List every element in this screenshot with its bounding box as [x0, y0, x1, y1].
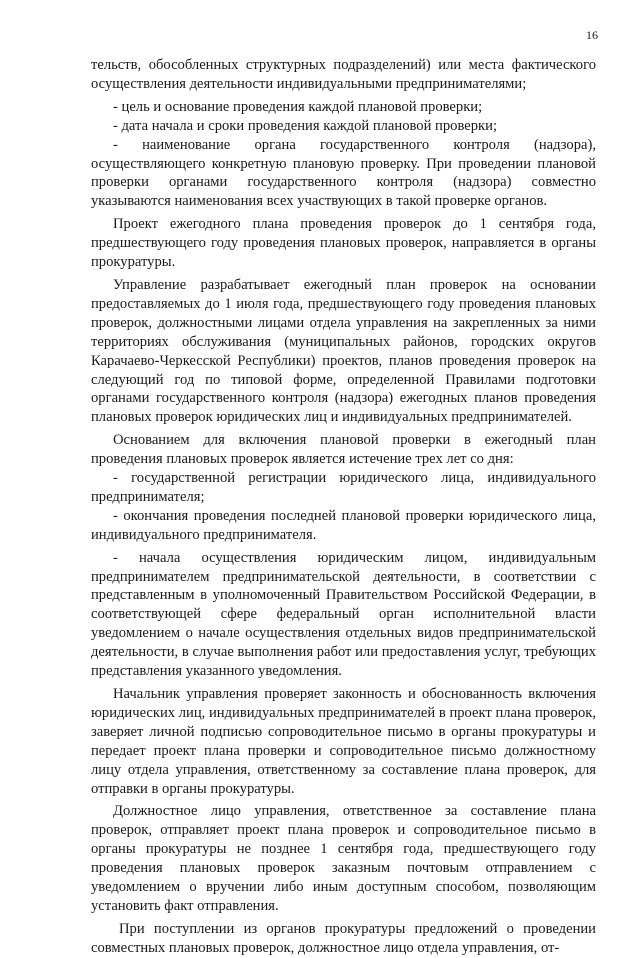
paragraph-annual-plan: Управление разрабатывает ежегодный план проверок на основании предоставляемых до 1 июля года, предшествующего году проведения плановых проверок, должностными лицами отдела управления на закрепленных за ними территориях обслуживания (муниципальных районов, городских округов Карачаево-Черкесской Республики) проектов, планов проведения проверок на следующий год по типовой форме, определенной Правилами подготовки органами государственного контроля (надзора) ежегодных планов проведения плановых проверок юридических лиц и индивидуальных предпринимателей. — [91, 276, 596, 426]
document-body — [91, 56, 596, 958]
list-item-goal: - цель и основание проведения каждой плановой проверки; — [113, 98, 483, 115]
paragraph-draft-plan: Проект ежегодного плана проведения проверок до 1 сентября года, предшествующего году проведения плановых проверок, направляется в органы прокуратуры. — [91, 216, 596, 271]
paragraph-basis: Основанием для включения плановой проверки в ежегодный план проведения плановых проверок является истечение трех лет со дня: — [91, 432, 596, 468]
paragraph-official-dispatch: Должностное лицо управления, ответственное за составление плана проверок, отправляет проект плана проверок и сопроводительное письмо в органы прокуратуры не позднее 1 сентября года, предшествующего году проведения плановых проверок заказным почтовым отправлением с уведомлением о вручении либо иным доступным способом, позволяющим установить факт отправления. — [91, 803, 596, 914]
list-item-authority: - наименование органа государственного контроля (надзора), осуществляющего конкретную плановую проверку. При проведении плановой проверки органами государственного контроля (надзора) совместно указываются наименования всех участвующих в такой проверке органов. — [91, 136, 596, 210]
paragraph-head-verification: Начальник управления проверяет законность и обоснованность включения юридических лиц, индивидуальных предпринимателей в проект плана проверок, заверяет личной подписью сопроводительное письмо в органы прокуратуры и передает проект плана проверки и сопроводительное письмо должностному лицу отдела управления, ответственному за составление плана проверок, для отправки в органы прокуратуры. — [91, 686, 596, 797]
list-item-activity-start: - начала осуществления юридическим лицом, индивидуальным предпринимателем предпринимательской деятельности, в соответствии с представленным в уполномоченный Правительством Российской Федерации, в соответствующей сфере федеральный орган исполнительной власти уведомлением о начале осуществления отдельных видов предпринимательской деятельности, в случае выполнения работ или предоставления услуг, требующих представления указанного уведомления. — [91, 549, 596, 680]
page-number: 16 — [586, 28, 598, 42]
paragraph-joint-checks: При поступлении из органов прокуратуры предложений о проведении совместных плановых проверок, должностное лицо отдела управления, от- — [91, 920, 596, 956]
paragraph-continuation: тельств, обособленных структурных подразделений) или места фактического осуществления деятельности индивидуальными предпринимателями; — [91, 57, 596, 92]
list-item-dates: - дата начала и сроки проведения каждой плановой проверки; — [113, 117, 497, 134]
list-item-last-check: - окончания проведения последней плановой проверки юридического лица, индивидуального предпринимателя. — [91, 507, 596, 543]
list-item-registration: - государственной регистрации юридического лица, индивидуального предпринимателя; — [91, 470, 596, 505]
